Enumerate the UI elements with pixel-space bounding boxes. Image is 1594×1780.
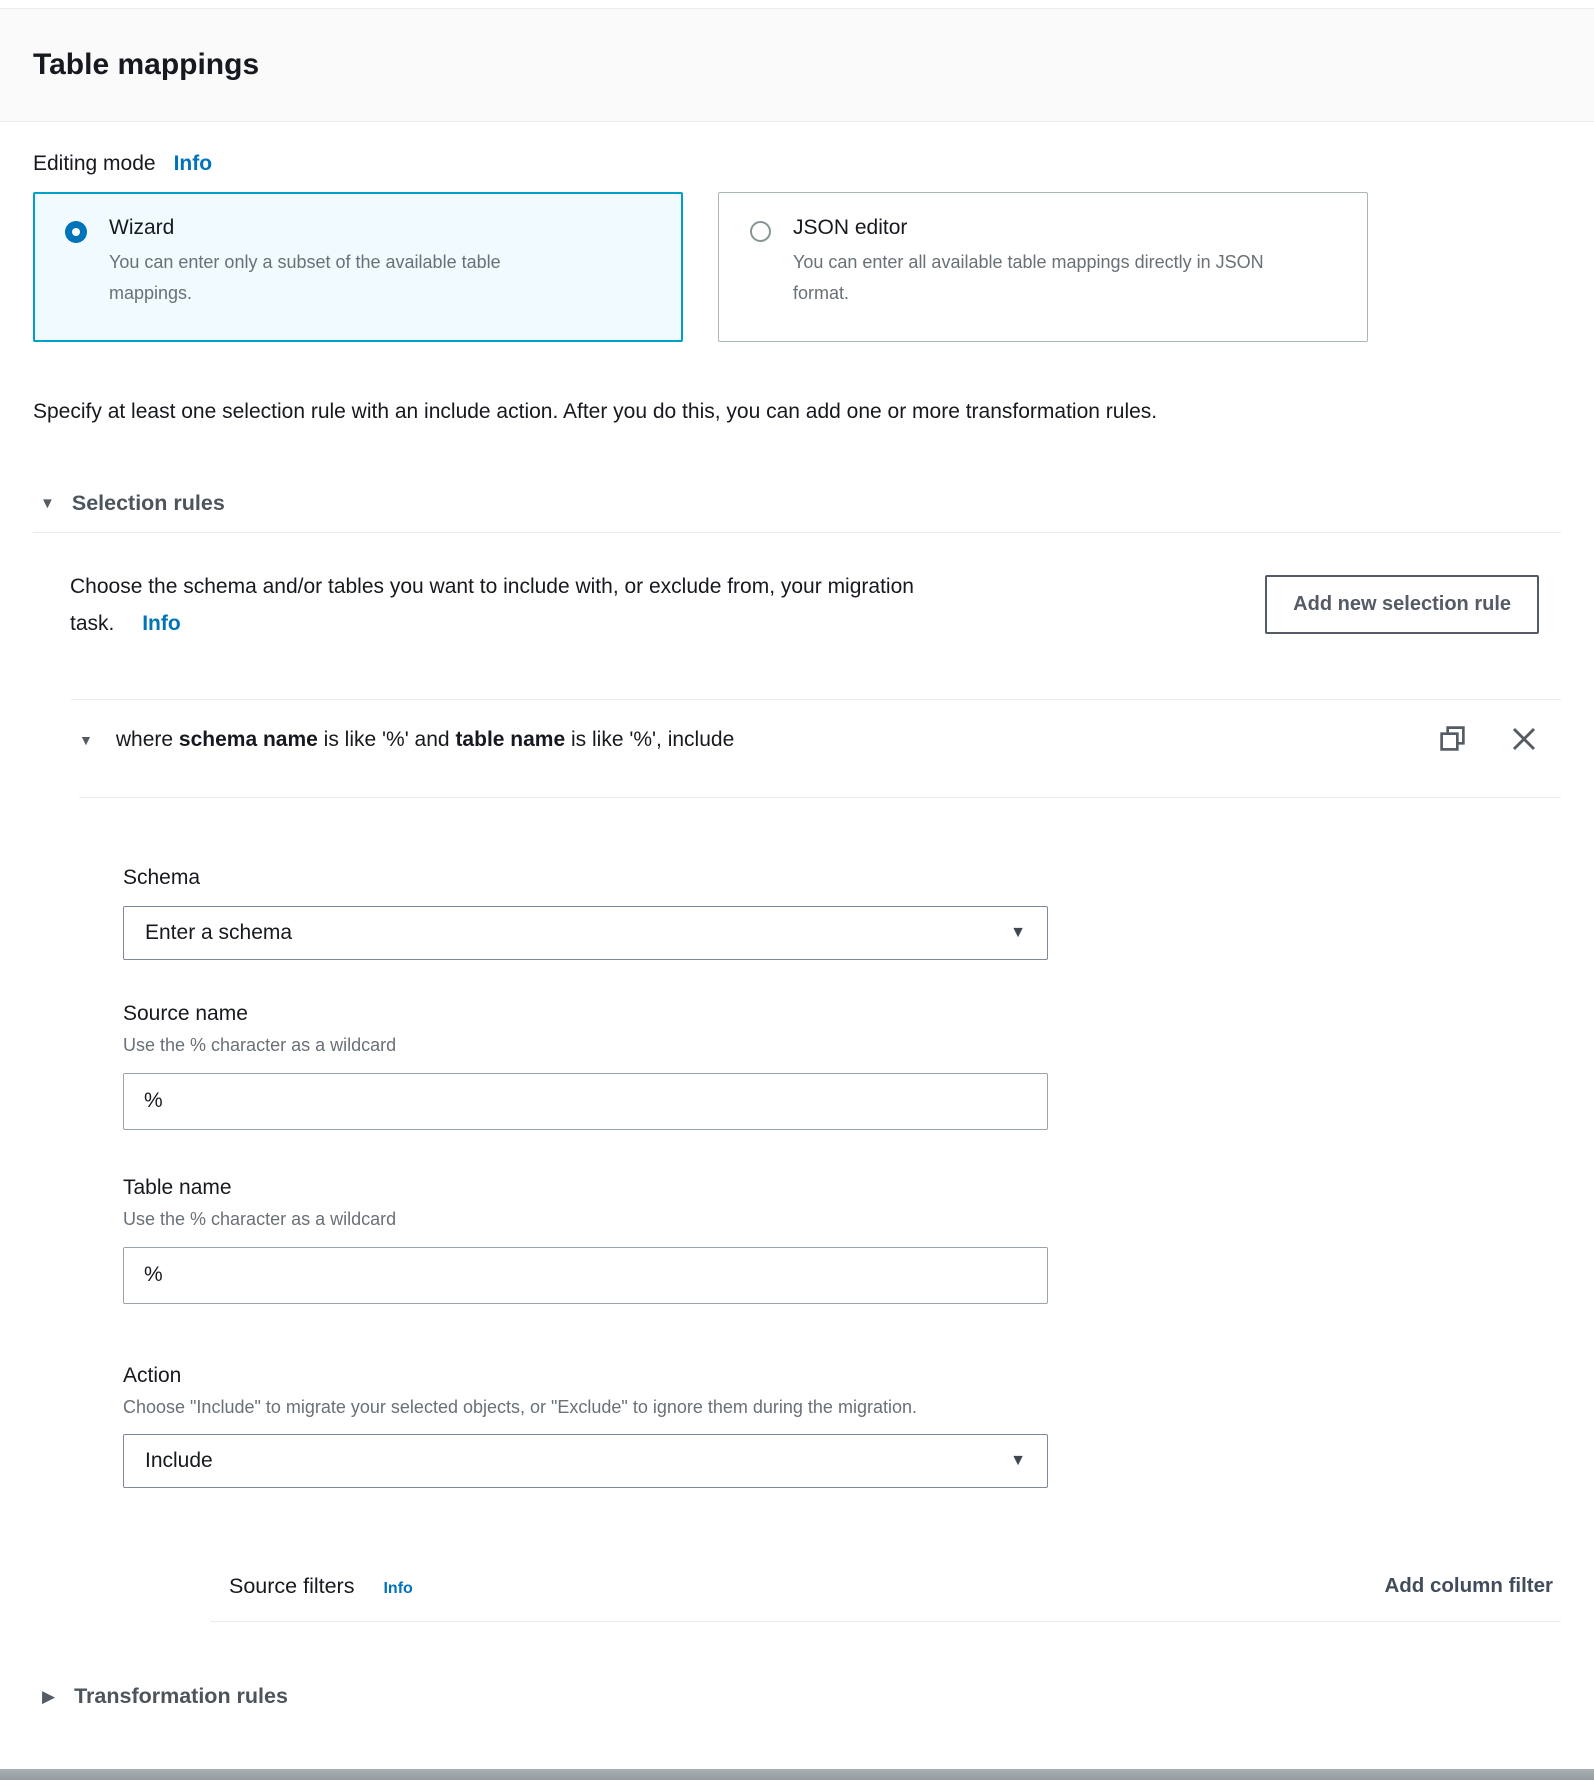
rule-summary-table-name: table name xyxy=(455,728,566,752)
table-name-field xyxy=(123,1176,1561,1304)
dropdown-caret-icon: ▼ xyxy=(1010,923,1026,941)
source-filters-info-link[interactable]: Info xyxy=(383,1579,413,1597)
top-strip xyxy=(0,0,1594,8)
action-select[interactable] xyxy=(123,1434,1048,1488)
radio-selected-icon[interactable] xyxy=(65,221,87,243)
dropdown-caret-icon: ▼ xyxy=(1010,1451,1026,1469)
table-name-input[interactable] xyxy=(123,1247,1048,1304)
rule-summary-schema-name: schema name xyxy=(178,728,318,752)
selection-rule-summary xyxy=(116,728,1438,752)
action-hint: Choose "Include" to migrate your selected objects, or "Exclude" to ignore them during the migration. xyxy=(123,1396,917,1417)
page-title: Table mappings xyxy=(33,48,260,81)
selection-rules-section-header[interactable] xyxy=(33,491,1561,516)
transformation-rules-section-header[interactable] xyxy=(33,1684,1561,1709)
rule-summary-mid: is like '%' and xyxy=(323,728,450,752)
action-field xyxy=(123,1364,1561,1488)
schema-label: Schema xyxy=(123,865,201,889)
chevron-down-icon: ▼ xyxy=(40,494,55,512)
copy-icon xyxy=(1438,724,1467,756)
option-text xyxy=(109,216,561,308)
rule-actions xyxy=(1438,724,1539,757)
option-label: JSON editor xyxy=(793,216,908,239)
schema-field xyxy=(123,866,1561,960)
selection-rule-header[interactable] xyxy=(79,700,1561,781)
source-name-hint: Use the % character as a wildcard xyxy=(123,1034,397,1055)
table-name-hint: Use the % character as a wildcard xyxy=(123,1208,397,1229)
panel-header xyxy=(0,8,1594,122)
transformation-rules-title: Transformation rules xyxy=(74,1683,288,1708)
divider xyxy=(33,532,1561,533)
selection-rules-description-text: Choose the schema and/or tables you want to include with, or exclude from, your migration task. xyxy=(70,574,914,635)
source-name-label: Source name xyxy=(123,1001,248,1025)
bottom-scrollbar-track[interactable] xyxy=(0,1769,1594,1780)
editing-mode-label: Editing mode xyxy=(33,152,156,175)
selection-rules-title: Selection rules xyxy=(71,490,225,515)
schema-select-value: Enter a schema xyxy=(145,920,293,944)
divider xyxy=(210,1621,1561,1622)
editing-mode-option-wizard[interactable] xyxy=(33,192,683,342)
intro-text: Specify at least one selection rule with an include action. After you do this, you can add one or more transformation rules. xyxy=(33,400,1158,423)
selection-rule-form xyxy=(33,866,1561,1622)
source-filters-left xyxy=(229,1574,413,1599)
source-filters-title: Source filters xyxy=(229,1573,355,1598)
chevron-down-icon: ▼ xyxy=(79,732,93,749)
duplicate-rule-button[interactable] xyxy=(1438,724,1467,756)
radio-unselected-icon[interactable] xyxy=(750,221,771,242)
selection-rules-info-link[interactable]: Info xyxy=(142,611,181,635)
schema-select[interactable] xyxy=(123,906,1048,960)
action-select-value: Include xyxy=(145,1448,213,1472)
rule-summary-suffix: is like '%', include xyxy=(571,728,735,752)
source-name-field xyxy=(123,1002,1561,1130)
add-column-filter-button[interactable]: Add column filter xyxy=(1384,1574,1553,1598)
table-name-label: Table name xyxy=(123,1175,232,1199)
option-description: You can enter only a subset of the available table mappings. xyxy=(109,252,501,303)
rule-summary-prefix: where xyxy=(115,728,174,752)
option-label: Wizard xyxy=(109,216,175,239)
close-icon xyxy=(1509,724,1539,757)
selection-rules-toolbar xyxy=(33,569,1561,679)
editing-mode-options xyxy=(33,192,1561,342)
action-label: Action xyxy=(123,1363,182,1387)
remove-rule-button[interactable] xyxy=(1509,724,1539,757)
table-mappings-panel xyxy=(0,152,1594,1709)
editing-mode-info-link[interactable]: Info xyxy=(173,152,213,175)
editing-mode-row xyxy=(33,152,1561,176)
divider xyxy=(79,797,1561,798)
editing-mode-option-json-editor[interactable] xyxy=(718,192,1368,342)
source-filters-section xyxy=(123,1574,1561,1622)
selection-rules-description xyxy=(33,569,933,643)
option-description: You can enter all available table mappings directly in JSON format. xyxy=(793,252,1264,303)
option-text xyxy=(793,216,1293,308)
source-filters-header xyxy=(210,1574,1561,1599)
source-name-input[interactable] xyxy=(123,1073,1048,1130)
add-new-selection-rule-button[interactable]: Add new selection rule xyxy=(1265,575,1539,634)
chevron-right-icon: ▶ xyxy=(42,1686,56,1706)
